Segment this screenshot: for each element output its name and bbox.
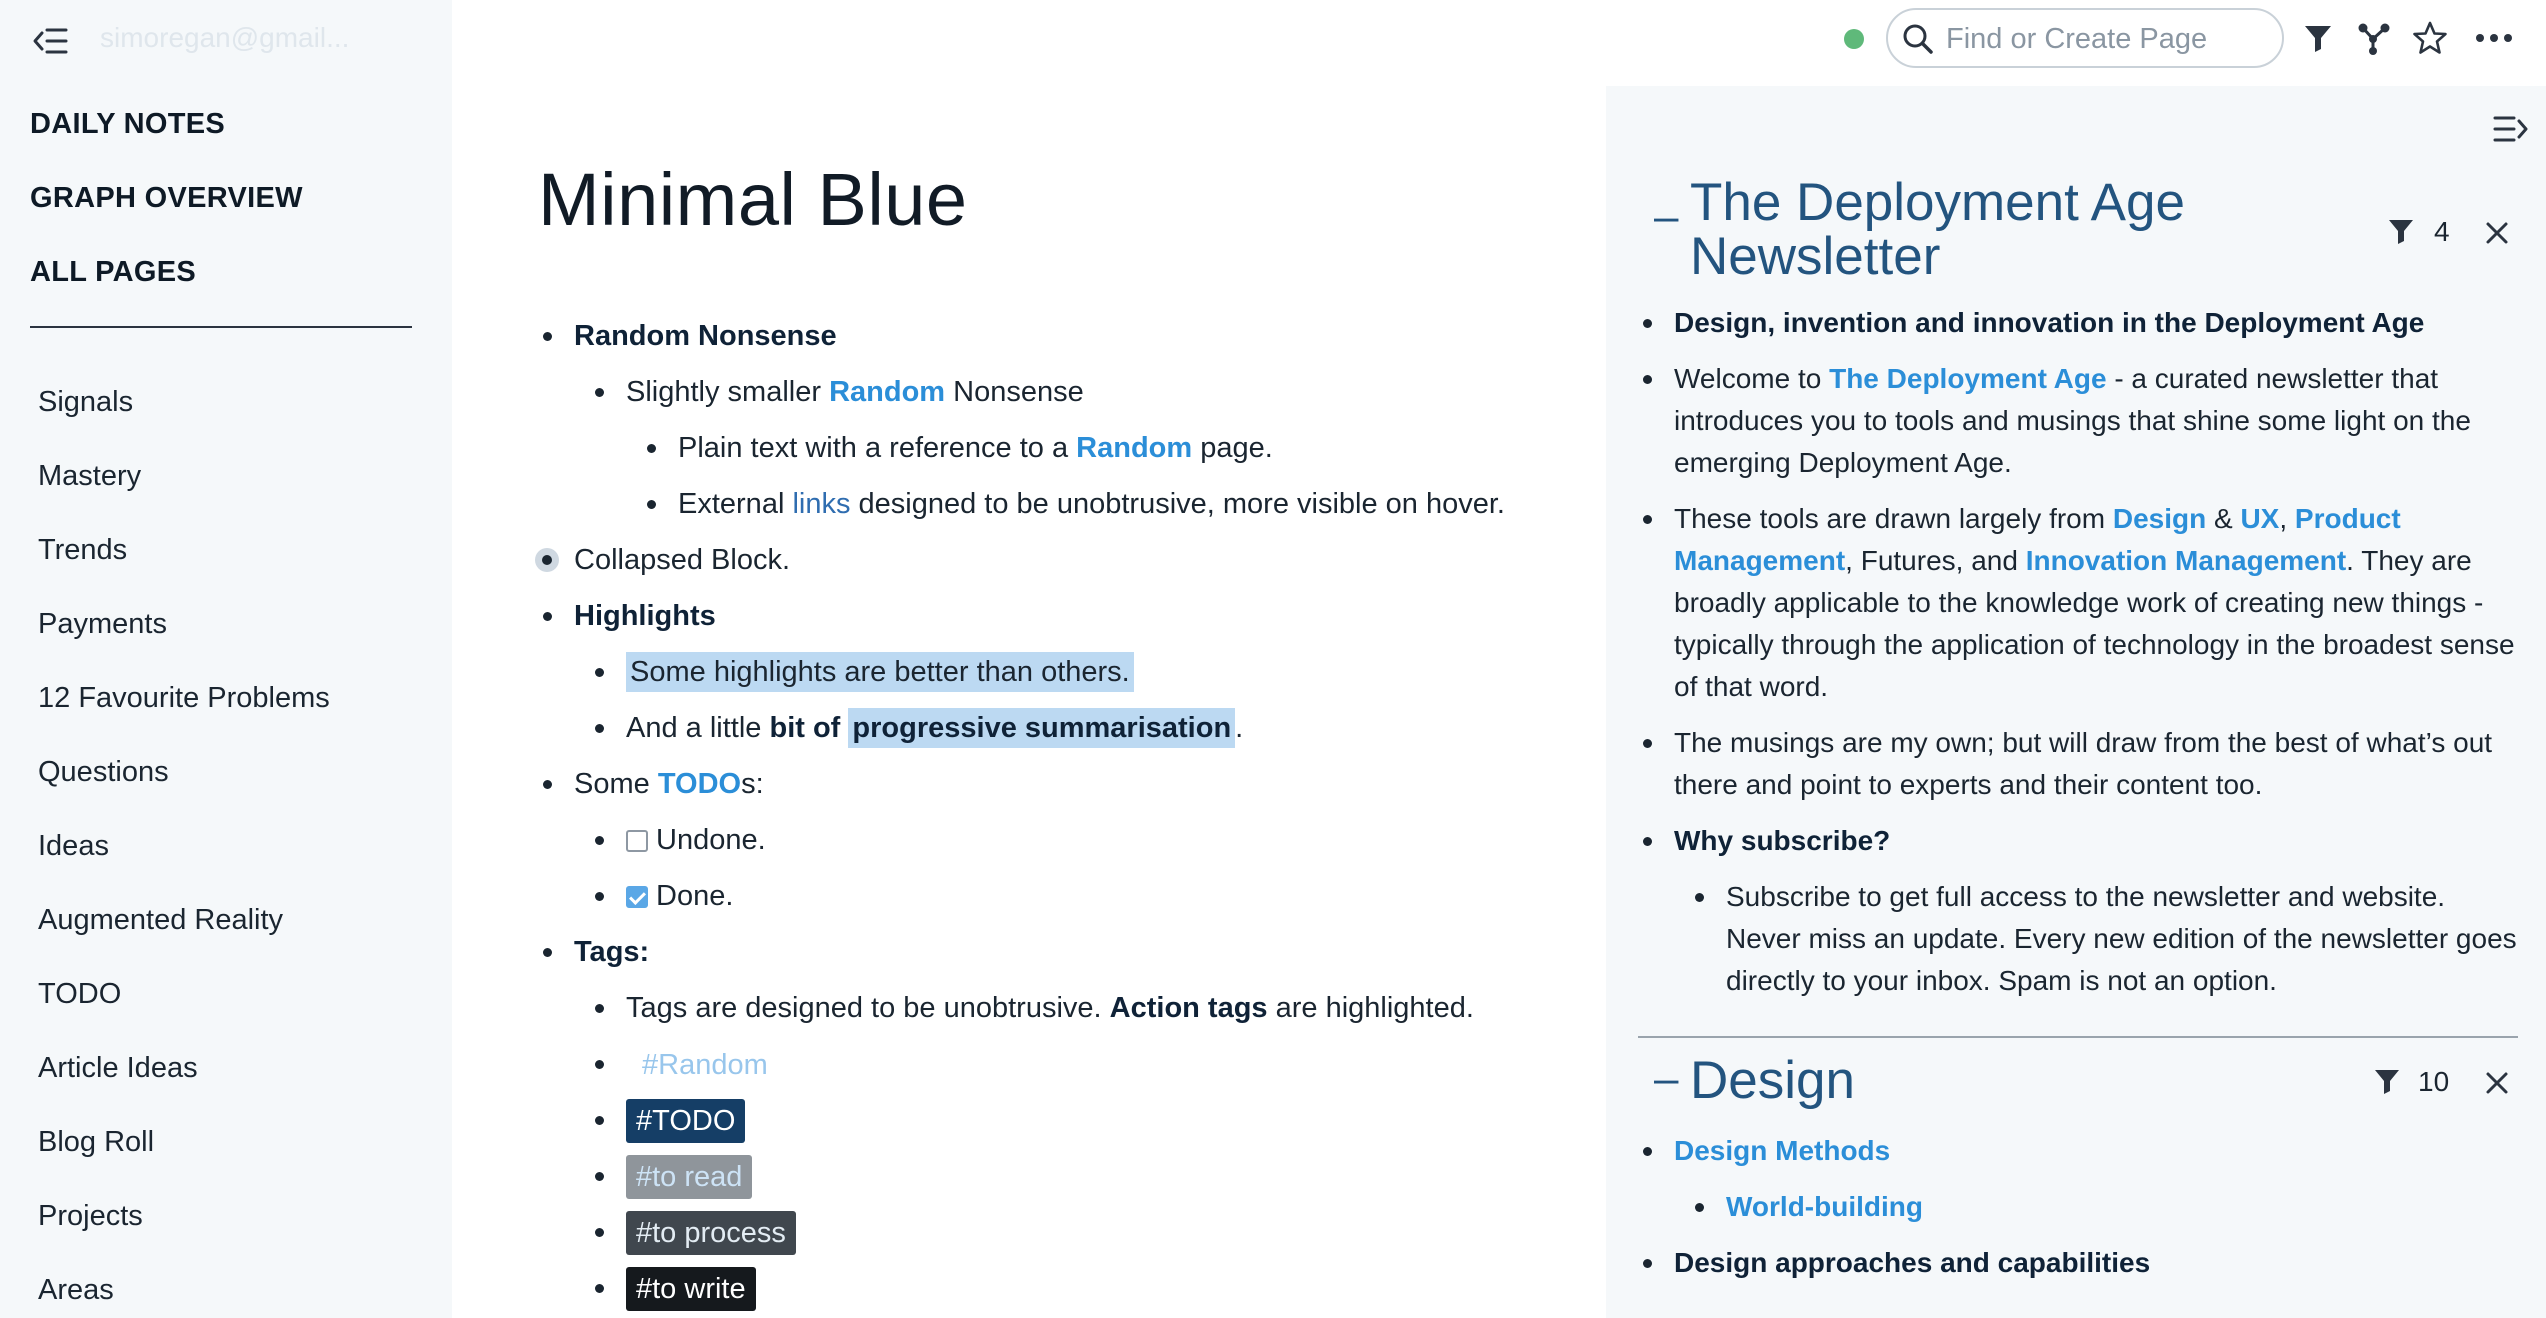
- block-heading: Highlights: [574, 600, 716, 632]
- page-link-random[interactable]: Random: [1076, 432, 1193, 464]
- star-icon[interactable]: [2412, 20, 2448, 56]
- block-bullet[interactable]: [595, 1004, 604, 1013]
- shortcut-item[interactable]: TODO: [38, 978, 122, 1010]
- collapse-section-icon[interactable]: –: [1654, 192, 1679, 241]
- bold-text: bit of: [769, 712, 849, 744]
- block-text: ,: [2279, 503, 2295, 534]
- block-heading: Why subscribe?: [1674, 825, 1891, 856]
- block-bullet[interactable]: [543, 780, 552, 789]
- block-bullet[interactable]: [595, 1284, 604, 1293]
- done-block[interactable]: [538, 868, 1598, 924]
- block-text: , Futures, and: [1845, 545, 2026, 576]
- main-navigation: [30, 104, 303, 326]
- more-icon[interactable]: [2474, 20, 2510, 56]
- user-email[interactable]: simoregan@gmail...: [100, 22, 350, 53]
- block[interactable]: [1638, 498, 2518, 722]
- page-link-ux[interactable]: UX: [2240, 503, 2280, 534]
- block-text: - a curated newsletter that introduces you to tools and musings that shine some light on the emerging Deployment Age.: [1674, 363, 2471, 478]
- filter-icon[interactable]: [2386, 216, 2416, 246]
- page-link-innovation-management[interactable]: Innovation Management: [2025, 545, 2347, 576]
- block-text: Subscribe to get full access to the newsletter and website. Never miss an update. Every new edition of the newsletter goes directly to your inbox. Spam is not an option.: [1726, 881, 2517, 996]
- collapsed-bullet-icon[interactable]: [535, 548, 559, 572]
- filter-count: 10: [2418, 1066, 2450, 1097]
- sidebar-page-blocks: [1638, 302, 2518, 1016]
- block-text: page.: [1192, 432, 1273, 464]
- todo-block[interactable]: [538, 812, 1598, 868]
- tag-to-process[interactable]: #to process: [626, 1211, 796, 1255]
- nav-graph-overview[interactable]: GRAPH OVERVIEW: [30, 182, 303, 214]
- tag-block[interactable]: [538, 1260, 1598, 1316]
- shortcut-item[interactable]: Mastery: [38, 460, 142, 492]
- block[interactable]: [1638, 1186, 2518, 1242]
- block[interactable]: [538, 756, 1598, 812]
- block-text: Undone.: [656, 824, 766, 856]
- tag-to-write[interactable]: #to write: [626, 1267, 756, 1311]
- block-bullet[interactable]: [543, 948, 552, 957]
- block-text: are highlighted.: [1267, 992, 1474, 1024]
- right-sidebar: [1606, 86, 2546, 1318]
- tag-todo[interactable]: #TODO: [626, 1099, 745, 1143]
- block-text: Tags are designed to be unobtrusive.: [626, 992, 1110, 1024]
- block-bullet[interactable]: [595, 388, 604, 397]
- block-text: Collapsed Block.: [574, 544, 790, 576]
- tag-block[interactable]: [538, 1036, 1598, 1092]
- block-bullet[interactable]: [1695, 893, 1704, 902]
- block-text: Welcome to: [1674, 363, 1830, 394]
- block[interactable]: [1638, 302, 2518, 358]
- tag-block[interactable]: [538, 1204, 1598, 1260]
- block-text: s:: [741, 768, 764, 800]
- block-bullet[interactable]: [595, 892, 604, 901]
- block-text: Random Nonsense: [574, 320, 837, 352]
- block-bullet[interactable]: [1643, 739, 1652, 748]
- block-text: These tools are drawn largely from: [1674, 503, 2113, 534]
- todo-checkbox[interactable]: [626, 830, 648, 852]
- block[interactable]: [538, 420, 1598, 476]
- title-line: The Deployment Age: [1690, 173, 2185, 232]
- block-bullet[interactable]: [1643, 375, 1652, 384]
- block[interactable]: [538, 924, 1598, 980]
- page-link-design[interactable]: Design: [2112, 503, 2207, 534]
- block-text: And a little: [626, 712, 770, 744]
- block-text: Some: [574, 768, 658, 800]
- block-text: &: [2206, 503, 2241, 534]
- graph-icon[interactable]: [2356, 20, 2392, 56]
- page-link-deployment-age[interactable]: The Deployment Age: [1829, 363, 2107, 394]
- block-bullet[interactable]: [595, 836, 604, 845]
- collapse-sidebar-icon[interactable]: [32, 24, 72, 58]
- filter-icon[interactable]: [2300, 20, 2336, 56]
- close-icon[interactable]: [2484, 1070, 2510, 1096]
- block-text: . They are broadly applicable to the knowledge work of creating new things - typically through the application of technology in the broadest sense of that word.: [1674, 545, 2515, 702]
- block-bullet[interactable]: [1643, 1147, 1652, 1156]
- block-bullet[interactable]: [595, 724, 604, 733]
- shortcut-item[interactable]: 12 Favourite Problems: [38, 682, 330, 714]
- close-icon[interactable]: [2484, 220, 2510, 246]
- shortcut-item[interactable]: Signals: [38, 386, 134, 418]
- page-link-random[interactable]: Random: [829, 376, 946, 408]
- block-text: The musings are my own; but will draw from the best of what’s out there and point to experts and their content too.: [1674, 727, 2493, 800]
- block[interactable]: [1638, 876, 2518, 1016]
- block[interactable]: [538, 980, 1598, 1036]
- block-text: Done.: [656, 880, 734, 912]
- bold-text: Action tags: [1109, 992, 1268, 1024]
- tag-block[interactable]: [538, 1148, 1598, 1204]
- block[interactable]: [538, 476, 1598, 532]
- block-bullet[interactable]: [595, 1116, 604, 1125]
- block-text: Design, invention and innovation in the Deployment Age: [1674, 307, 2425, 338]
- block[interactable]: [538, 364, 1598, 420]
- highlighted-bold-text: progressive summarisation: [848, 708, 1235, 748]
- shortcut-item[interactable]: Payments: [38, 608, 167, 640]
- search-icon: [1902, 23, 1934, 55]
- block-bullet[interactable]: [543, 612, 552, 621]
- highlighted-text: Some highlights are better than others.: [626, 652, 1134, 692]
- block-bullet[interactable]: [595, 668, 604, 677]
- filter-count: 4: [2434, 216, 2450, 247]
- search-box[interactable]: [1886, 8, 2284, 68]
- block-bullet[interactable]: [595, 1172, 604, 1181]
- left-sidebar: [0, 0, 452, 1318]
- sync-status-indicator: [1844, 29, 1864, 49]
- block-bullet[interactable]: [1643, 319, 1652, 328]
- block[interactable]: [1638, 1130, 2518, 1186]
- shortcut-item[interactable]: Questions: [38, 756, 169, 788]
- shortcut-item[interactable]: Areas: [38, 1274, 114, 1306]
- block-bullet[interactable]: [595, 1228, 604, 1237]
- shortcut-item[interactable]: Augmented Reality: [38, 904, 284, 936]
- block-heading: Tags:: [574, 936, 650, 968]
- tag-block[interactable]: [538, 1092, 1598, 1148]
- search-input[interactable]: [1944, 18, 2278, 60]
- block[interactable]: [538, 308, 1598, 364]
- nav-daily-notes[interactable]: DAILY NOTES: [30, 108, 226, 140]
- page-link-todo[interactable]: TODO: [657, 768, 742, 800]
- shortcuts-list: [38, 382, 330, 1318]
- shortcut-item[interactable]: Projects: [38, 1200, 143, 1232]
- block-bullet[interactable]: [1643, 1259, 1652, 1268]
- block-heading: Design approaches and capabilities: [1674, 1247, 2151, 1278]
- done-checkbox[interactable]: [626, 886, 648, 908]
- sidebar-divider: [30, 326, 412, 328]
- page-title[interactable]: Minimal Blue: [538, 158, 968, 241]
- block[interactable]: [1638, 1242, 2518, 1298]
- block[interactable]: [538, 588, 1598, 644]
- block-bullet[interactable]: [1695, 1203, 1704, 1212]
- shortcut-item[interactable]: Article Ideas: [38, 1052, 198, 1084]
- block[interactable]: [1638, 722, 2518, 820]
- collapsed-block[interactable]: [538, 532, 1598, 588]
- block-text: designed to be unobtrusive, more visible on hover.: [850, 488, 1505, 520]
- page-link-world-building[interactable]: World-building: [1726, 1191, 1923, 1222]
- block-text: Nonsense: [945, 376, 1084, 408]
- tag-to-read[interactable]: #to read: [626, 1155, 752, 1199]
- filter-icon[interactable]: [2372, 1066, 2402, 1096]
- title-line: Newsletter: [1690, 227, 1941, 286]
- block[interactable]: [1638, 820, 2518, 876]
- block[interactable]: [1638, 358, 2518, 498]
- shortcut-item[interactable]: Trends: [38, 534, 128, 566]
- block-bullet[interactable]: [647, 500, 656, 509]
- block[interactable]: [538, 644, 1598, 700]
- block-text: Slightly smaller: [626, 376, 830, 408]
- page-blocks: [538, 308, 1598, 1316]
- block-bullet[interactable]: [647, 444, 656, 453]
- toggle-right-sidebar-icon[interactable]: [2492, 112, 2528, 146]
- collapse-section-icon[interactable]: –: [1654, 1054, 1679, 1103]
- sidebar-page-title[interactable]: [1690, 173, 2185, 286]
- nav-all-pages[interactable]: ALL PAGES: [30, 256, 196, 288]
- shortcut-item[interactable]: Ideas: [38, 830, 109, 862]
- block[interactable]: [538, 700, 1598, 756]
- block-text: .: [1235, 712, 1244, 744]
- sidebar-page-blocks: [1638, 1130, 2518, 1298]
- block-bullet[interactable]: [543, 332, 552, 341]
- block-text: Plain text with a reference to a: [678, 432, 1077, 464]
- page-link-design-methods[interactable]: Design Methods: [1674, 1135, 1891, 1166]
- page-link-product-management[interactable]: Product Management: [1674, 503, 2401, 576]
- block-text: External: [678, 488, 793, 520]
- main-page: [538, 150, 1538, 1306]
- tag-random[interactable]: #Random: [642, 1049, 768, 1082]
- section-divider: [1638, 1036, 2518, 1038]
- block-bullet[interactable]: [595, 1060, 604, 1069]
- block-bullet[interactable]: [1643, 837, 1652, 846]
- external-link[interactable]: links: [792, 488, 851, 520]
- shortcut-item[interactable]: Blog Roll: [38, 1126, 155, 1158]
- sidebar-page-title[interactable]: Design: [1690, 1051, 1855, 1110]
- block-bullet[interactable]: [1643, 515, 1652, 524]
